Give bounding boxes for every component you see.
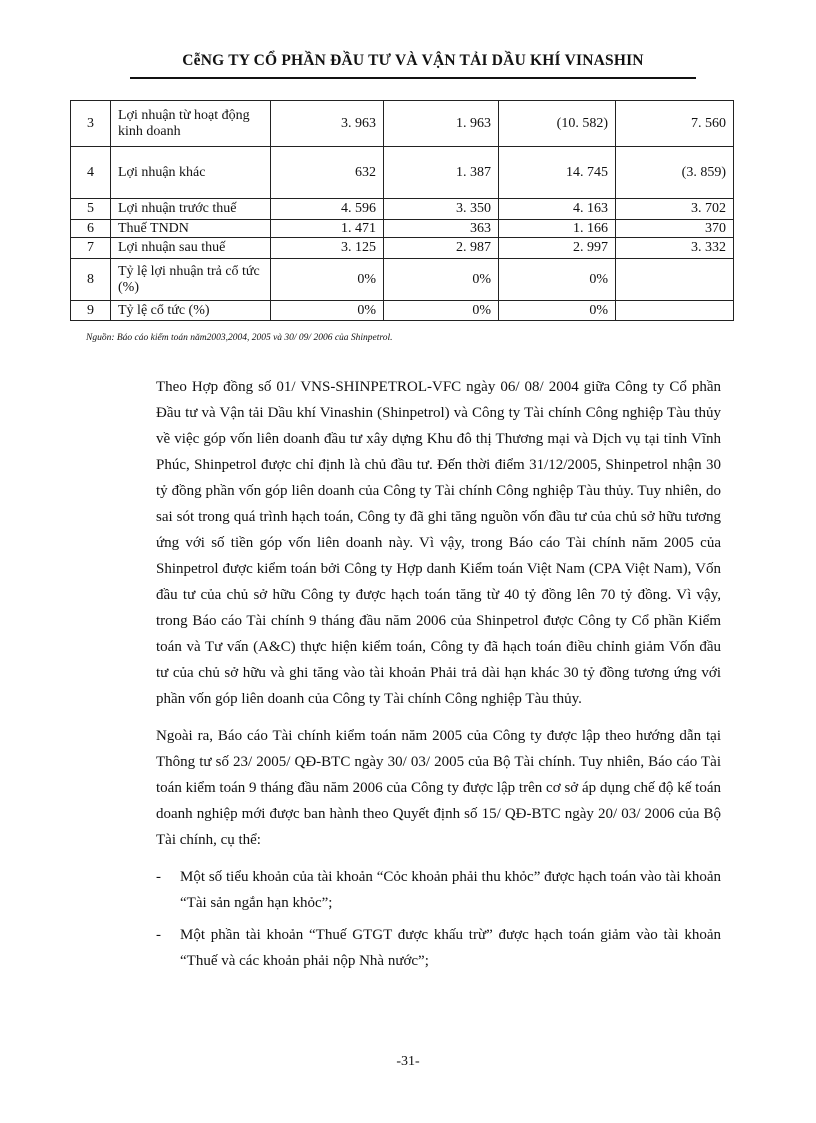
header-rule	[130, 77, 696, 79]
bullet-item	[156, 864, 721, 916]
value-cell: 1. 166	[499, 220, 616, 238]
value-cell: 3. 963	[271, 101, 384, 147]
value-cell: 14. 745	[499, 147, 616, 199]
value-cell: 3. 702	[616, 199, 734, 220]
body-text	[156, 374, 721, 980]
bullet-text: Một phần tài khoản “Thuế GTGT được khấu trừ” được hạch toán giảm vào tài khoản “Thuế và các khoản phải nộp Nhà nước”;	[180, 927, 721, 969]
value-cell: 2. 997	[499, 238, 616, 259]
value-cell: 3. 350	[384, 199, 499, 220]
row-label: Tỷ lệ cổ tức (%)	[111, 301, 271, 321]
table-row	[71, 259, 734, 301]
bullet-dash: -	[156, 869, 161, 885]
value-cell: 0%	[271, 301, 384, 321]
row-label: Lợi nhuận sau thuế	[111, 238, 271, 259]
value-cell: 1. 963	[384, 101, 499, 147]
value-cell: 632	[271, 147, 384, 199]
value-cell: 3. 332	[616, 238, 734, 259]
table-row	[71, 238, 734, 259]
value-cell: 0%	[384, 301, 499, 321]
page-header-title: CễNG TY CỔ PHẦN ĐẦU TƯ VÀ VẬN TẢI DẦU KHÍ VINASHIN	[182, 52, 644, 69]
row-number: 7	[71, 238, 111, 259]
value-cell: 2. 987	[384, 238, 499, 259]
financial-table	[70, 100, 734, 321]
table-row	[71, 101, 734, 147]
value-cell: 0%	[499, 301, 616, 321]
paragraph: Ngoài ra, Báo cáo Tài chính kiểm toán năm 2005 của Công ty được lập theo hướng dẫn tại Thông tư số 23/ 2005/ QĐ-BTC ngày 30/ 03/ 2005 của Bộ Tài chính. Tuy nhiên, Báo cáo Tài toán kiểm toán 9 tháng đầu năm 2006 của Công ty được lập trên cơ sở áp dụng chế độ kế toán doanh nghiệp mới được ban hành theo Quyết định số 15/ QĐ-BTC ngày 20/ 03/ 2006 của Bộ Tài chính, cụ thể:	[156, 728, 721, 848]
row-number: 3	[71, 101, 111, 147]
bullet-item	[156, 922, 721, 974]
value-cell: 0%	[271, 259, 384, 301]
row-label: Thuế TNDN	[111, 220, 271, 238]
page-number: -31-	[396, 1054, 420, 1069]
value-cell	[616, 259, 734, 301]
table-source-note: Nguồn: Báo cáo kiểm toán năm2003,2004, 2005 và 30/ 09/ 2006 của Shinpetrol.	[86, 333, 393, 343]
paragraph: Theo Hợp đồng số 01/ VNS-SHINPETROL-VFC ngày 06/ 08/ 2004 giữa Công ty Cổ phần Đầu tư và Vận tải Dầu khí Vinashin (Shinpetrol) và Công ty Tài chính Công nghiệp Tàu thủy về việc góp vốn liên doanh đầu tư xây dựng Khu đô thị Thương mại và Dịch vụ tại tỉnh Vĩnh Phúc, Shinpetrol được chỉ định là chủ đầu tư. Đến thời điểm 31/12/2005, Shinpetrol nhận 30 tỷ đồng phần vốn góp liên doanh của Công ty Tài chính Công nghiệp Tàu thủy. Tuy nhiên, do sai sót trong quá trình hạch toán, Công ty đã ghi tăng nguồn vốn đầu tư của chủ sở hữu tương ứng với số tiền góp vốn liên doanh này. Vì vậy, trong Báo cáo Tài chính năm 2005 của Shinpetrol được kiểm toán bởi Công ty Hợp danh Kiểm toán Việt Nam (CPA Việt Nam), Vốn đầu tư của chủ sở hữu Công ty được hạch toán tăng từ 40 tỷ đồng lên 70 tỷ đồng. Vì vậy, trong Báo cáo Tài chính 9 tháng đầu năm 2006 của Shinpetrol được Công ty Cổ phần Kiểm toán và Tư vấn (A&C) thực hiện kiểm toán, Công ty đã hạch toán điều chỉnh giảm Vốn đầu tư của chủ sở hữu và ghi tăng vào tài khoản Phải trả dài hạn khác 30 tỷ đồng tương ứng với phần vốn góp liên doanh của Công ty Tài chính Công nghiệp Tàu thủy.	[156, 379, 721, 707]
table-row	[71, 199, 734, 220]
table-row	[71, 301, 734, 321]
row-number: 4	[71, 147, 111, 199]
value-cell: 7. 560	[616, 101, 734, 147]
value-cell: 0%	[499, 259, 616, 301]
value-cell: 4. 596	[271, 199, 384, 220]
value-cell: (10. 582)	[499, 101, 616, 147]
row-label: Tỷ lệ lợi nhuận trả cổ tức (%)	[111, 259, 271, 301]
bullet-dash: -	[156, 927, 161, 943]
row-number: 6	[71, 220, 111, 238]
value-cell: (3. 859)	[616, 147, 734, 199]
table-row	[71, 147, 734, 199]
row-number: 8	[71, 259, 111, 301]
value-cell: 370	[616, 220, 734, 238]
row-number: 5	[71, 199, 111, 220]
value-cell: 1. 471	[271, 220, 384, 238]
row-label: Lợi nhuận từ hoạt động kinh doanh	[111, 101, 271, 147]
value-cell: 3. 125	[271, 238, 384, 259]
value-cell: 0%	[384, 259, 499, 301]
value-cell: 363	[384, 220, 499, 238]
row-label: Lợi nhuận khác	[111, 147, 271, 199]
bullet-text: Một số tiểu khoản của tài khoản “Cỏc khoản phải thu khỏc” được hạch toán vào tài khoản “Tài sản ngắn hạn khỏc”;	[180, 869, 721, 911]
row-number: 9	[71, 301, 111, 321]
row-label: Lợi nhuận trước thuế	[111, 199, 271, 220]
value-cell	[616, 301, 734, 321]
value-cell: 1. 387	[384, 147, 499, 199]
table-row	[71, 220, 734, 238]
value-cell: 4. 163	[499, 199, 616, 220]
